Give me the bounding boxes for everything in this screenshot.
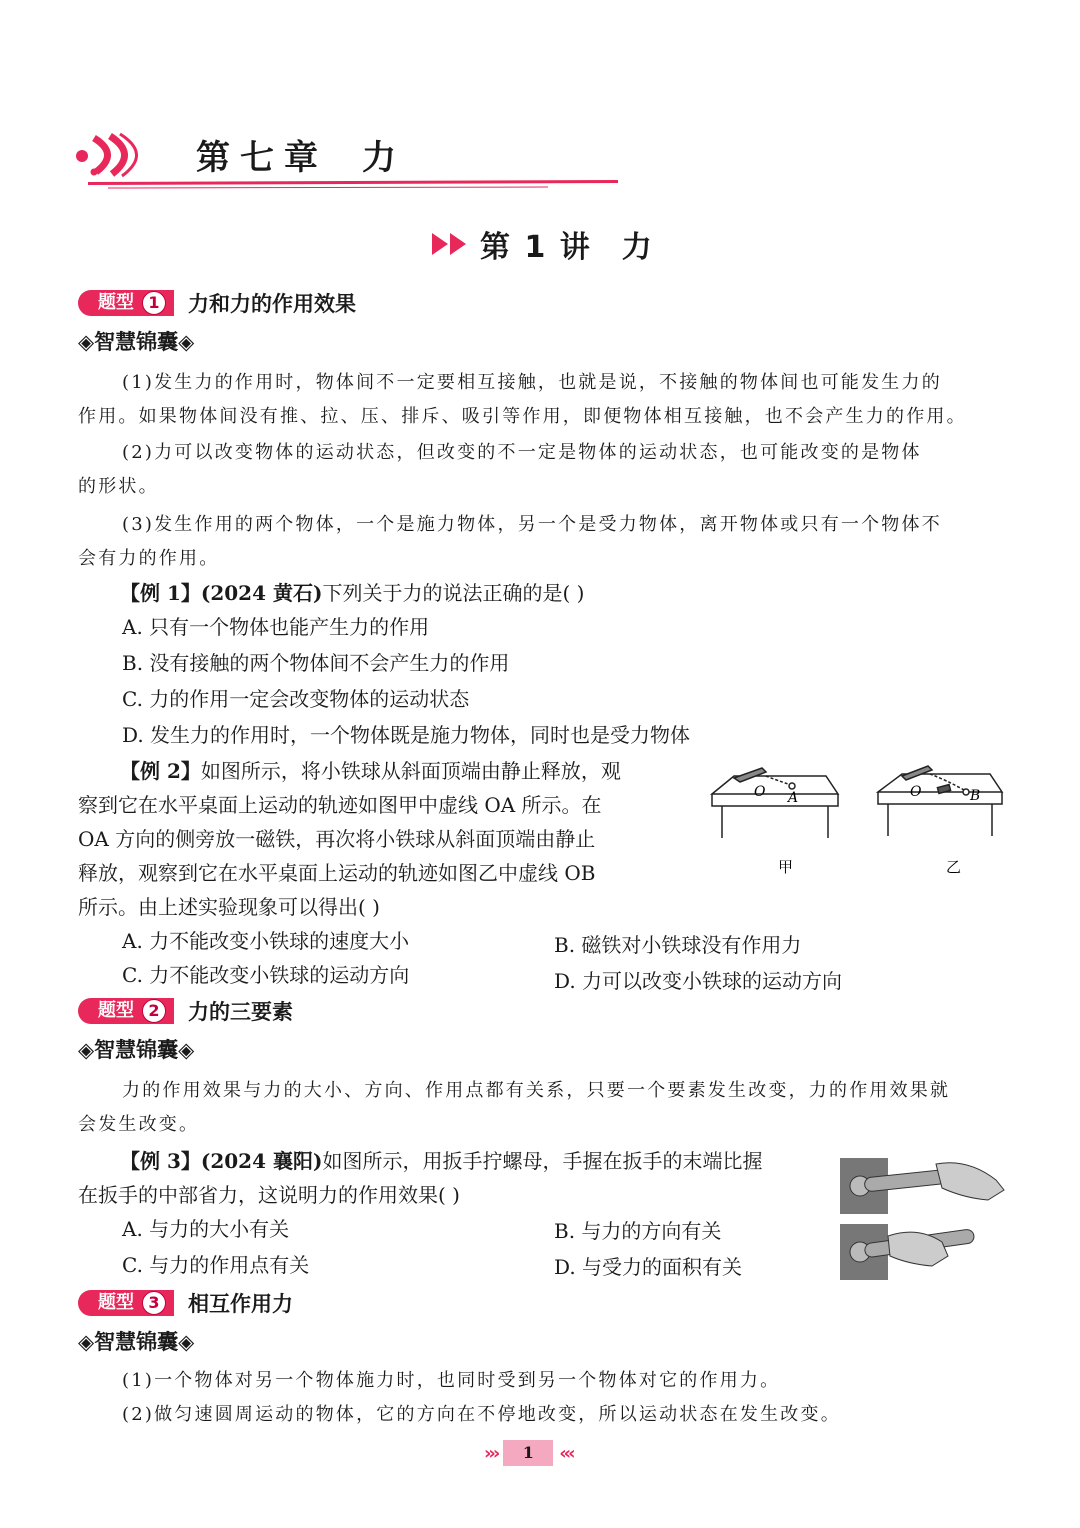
point-a: A — [788, 790, 799, 806]
example-3-option: C. 与力的作用点有关 — [122, 1253, 310, 1277]
example-1-option: B. 没有接触的两个物体间不会产生力的作用 — [122, 651, 510, 675]
section-tag: 题型 2 — [78, 998, 174, 1024]
chevron-left-icon: ‹‹‹ — [559, 1442, 573, 1464]
tip-paragraph: (3)发生作用的两个物体，一个是施力物体，另一个是受力物体，离开物体或只有一个物体不 会有力的作用。 — [78, 514, 942, 569]
example-2-option: A. 力不能改变小铁球的速度大小 — [122, 929, 410, 953]
chapter-title — [196, 130, 406, 179]
example-3-stem: 【例 3】(2024 襄阳)如图所示，用扳手拧螺母，手握在扳手的末端比握 在扳手的中部省力，这说明力的作用效果( ) — [78, 1149, 763, 1207]
section-title: 力和力的作用效果 — [188, 292, 356, 316]
example-1-option: C. 力的作用一定会改变物体的运动状态 — [122, 687, 470, 711]
example-2-option: C. 力不能改变小铁球的运动方向 — [122, 963, 410, 987]
figure-label-jia: 甲 — [778, 858, 794, 876]
lecture-label: 第 1 讲 — [480, 230, 592, 265]
section-header-2 — [78, 996, 293, 1026]
point-o-left: O — [754, 784, 766, 800]
chapter-label: 第七章 — [196, 138, 328, 178]
table-figure-left — [712, 768, 838, 838]
tip-paragraph: (1)一个物体对另一个物体施力时，也同时受到另一个物体对它的作用力。 (2)做匀速圆周运动的物体，它的方向在不停地改变，所以运动状态在发生改变。 — [122, 1370, 841, 1425]
tip-paragraph: (1)发生力的作用时，物体间不一定要相互接触，也就是说，不接触的物体间也可能发生力的 作用。如果物体间没有推、拉、压、排斥、吸引等作用，即便物体相互接触，也不会产生力的作用。 — [78, 372, 967, 427]
example-2-option: D. 力可以改变小铁球的运动方向 — [554, 969, 843, 993]
section-tag: 题型 3 — [78, 1290, 174, 1316]
figure-label-yi: 乙 — [946, 858, 962, 876]
section-header-3 — [78, 1288, 293, 1318]
section-number: 2 — [142, 999, 166, 1023]
section-number: 1 — [142, 291, 166, 315]
chevron-right-icon: ››› — [484, 1442, 498, 1464]
section-title: 力的三要素 — [188, 1000, 293, 1024]
point-b: B — [970, 788, 981, 804]
example-1-stem: 【例 1】(2024 黄石)下列关于力的说法正确的是( ) — [120, 581, 585, 605]
double-arrow-icon — [430, 231, 470, 257]
example-3-option: A. 与力的大小有关 — [122, 1217, 290, 1241]
tip-paragraph: (2)力可以改变物体的运动状态，但改变的不一定是物体的运动状态，也可能改变的是物体 的形状。 — [78, 442, 922, 497]
section-header-1 — [78, 288, 356, 318]
example-1-option: A. 只有一个物体也能产生力的作用 — [122, 615, 430, 639]
tip-paragraph: 力的作用效果与力的大小、方向、作用点都有关系，只要一个要素发生改变，力的作用效果就 会发生改变。 — [78, 1080, 951, 1135]
page-footer — [484, 1440, 573, 1466]
tips-heading: ◈智慧锦囊◈ — [78, 330, 195, 354]
point-o-right: O — [910, 784, 922, 800]
example-3-option: B. 与力的方向有关 — [554, 1219, 722, 1243]
table-figure-right — [878, 766, 1002, 836]
chapter-underline — [88, 176, 618, 190]
page-number: 1 — [503, 1440, 553, 1466]
section-number: 3 — [142, 1291, 166, 1315]
lecture-title — [430, 222, 652, 266]
section-tag: 题型 1 — [78, 290, 174, 316]
tables-figure — [706, 756, 1016, 880]
wrench-hand-middle-icon — [840, 1224, 975, 1280]
wrench-figure — [838, 1156, 1008, 1284]
lecture-topic: 力 — [621, 230, 652, 265]
example-1-option: D. 发生力的作用时，一个物体既是施力物体，同时也是受力物体 — [122, 723, 691, 747]
tips-heading: ◈智慧锦囊◈ — [78, 1330, 195, 1354]
example-2-stem: 【例 2】如图所示，将小铁球从斜面顶端由静止释放，观 察到它在水平桌面上运动的轨迹如图甲中虚线 OA 所示。在 OA 方向的侧旁放一磁铁，再次将小铁球从斜面顶端由静止 释放，观察到它在水平桌面上运动的轨迹如图乙中虚线 OB 所示。由上述实验现象可以得出( ) — [78, 759, 621, 919]
example-2-option: B. 磁铁对小铁球没有作用力 — [554, 933, 802, 957]
section-title: 相互作用力 — [188, 1292, 293, 1316]
tips-heading: ◈智慧锦囊◈ — [78, 1038, 195, 1062]
example-3-option: D. 与受力的面积有关 — [554, 1255, 743, 1279]
chapter-topic: 力 — [362, 138, 406, 178]
wrench-hand-end-icon — [840, 1158, 1004, 1214]
